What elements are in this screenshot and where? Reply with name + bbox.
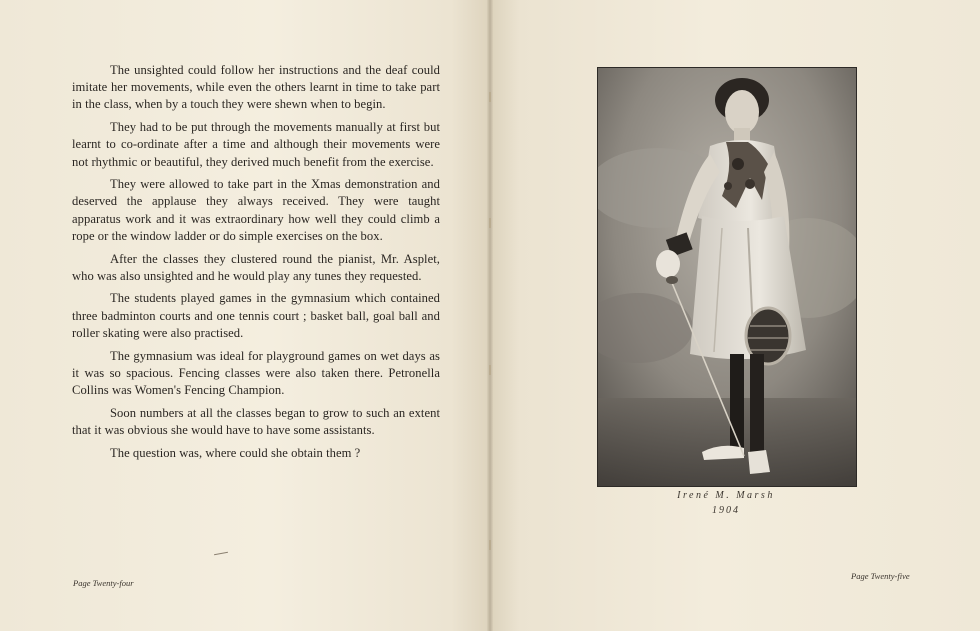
paragraph: The gymnasium was ideal for playground games on wet days as it was so spacious. Fencing classes were also taken there. Petronella Collins was Women's Fencing Champion. bbox=[72, 348, 440, 397]
binding-stitch bbox=[489, 218, 491, 228]
paragraph: Soon numbers at all the classes began to grow to such an extent that it was obvious she would have to have some assistants. bbox=[72, 405, 440, 437]
photo-caption-year: 1904 bbox=[712, 505, 740, 516]
paragraph: After the classes they clustered round the pianist, Mr. Asplet, who was also unsighted and he would play any tunes they requested. bbox=[72, 251, 440, 283]
paragraph: They had to be put through the movements manually at first but learnt to co-ordinate after a time and although their movements were not rhythmic or beautiful, they derived much benefit from the exercise. bbox=[72, 120, 440, 169]
portrait-photo bbox=[597, 67, 857, 487]
page-number-left: Page Twenty-four bbox=[73, 578, 134, 588]
pencil-mark bbox=[214, 552, 228, 555]
paragraph: The students played games in the gymnasium which contained three badminton courts and one tennis court ; basket ball, goal ball and roller skating were also practised. bbox=[72, 291, 440, 340]
binding-stitch bbox=[489, 540, 491, 550]
photo-caption-name: Irené M. Marsh bbox=[677, 490, 775, 501]
binding-stitch bbox=[489, 92, 491, 102]
fencer-illustration bbox=[598, 68, 856, 486]
binding-stitch bbox=[489, 365, 491, 375]
paragraph: The question was, where could she obtain them ? bbox=[110, 445, 361, 460]
body-text bbox=[72, 62, 440, 467]
page-number-right: Page Twenty-five bbox=[851, 571, 910, 581]
paragraph: They were allowed to take part in the Xmas demonstration and deserved the applause they always received. They were taught apparatus work and it was extraordinary how well they could climb a rope or the window ladder or do simple exercises on the box. bbox=[72, 177, 440, 243]
paragraph: The unsighted could follow her instructions and the deaf could imitate her movements, while even the others learnt in time to take part in the class, when by a touch they were shewn when to begin. bbox=[72, 63, 440, 112]
